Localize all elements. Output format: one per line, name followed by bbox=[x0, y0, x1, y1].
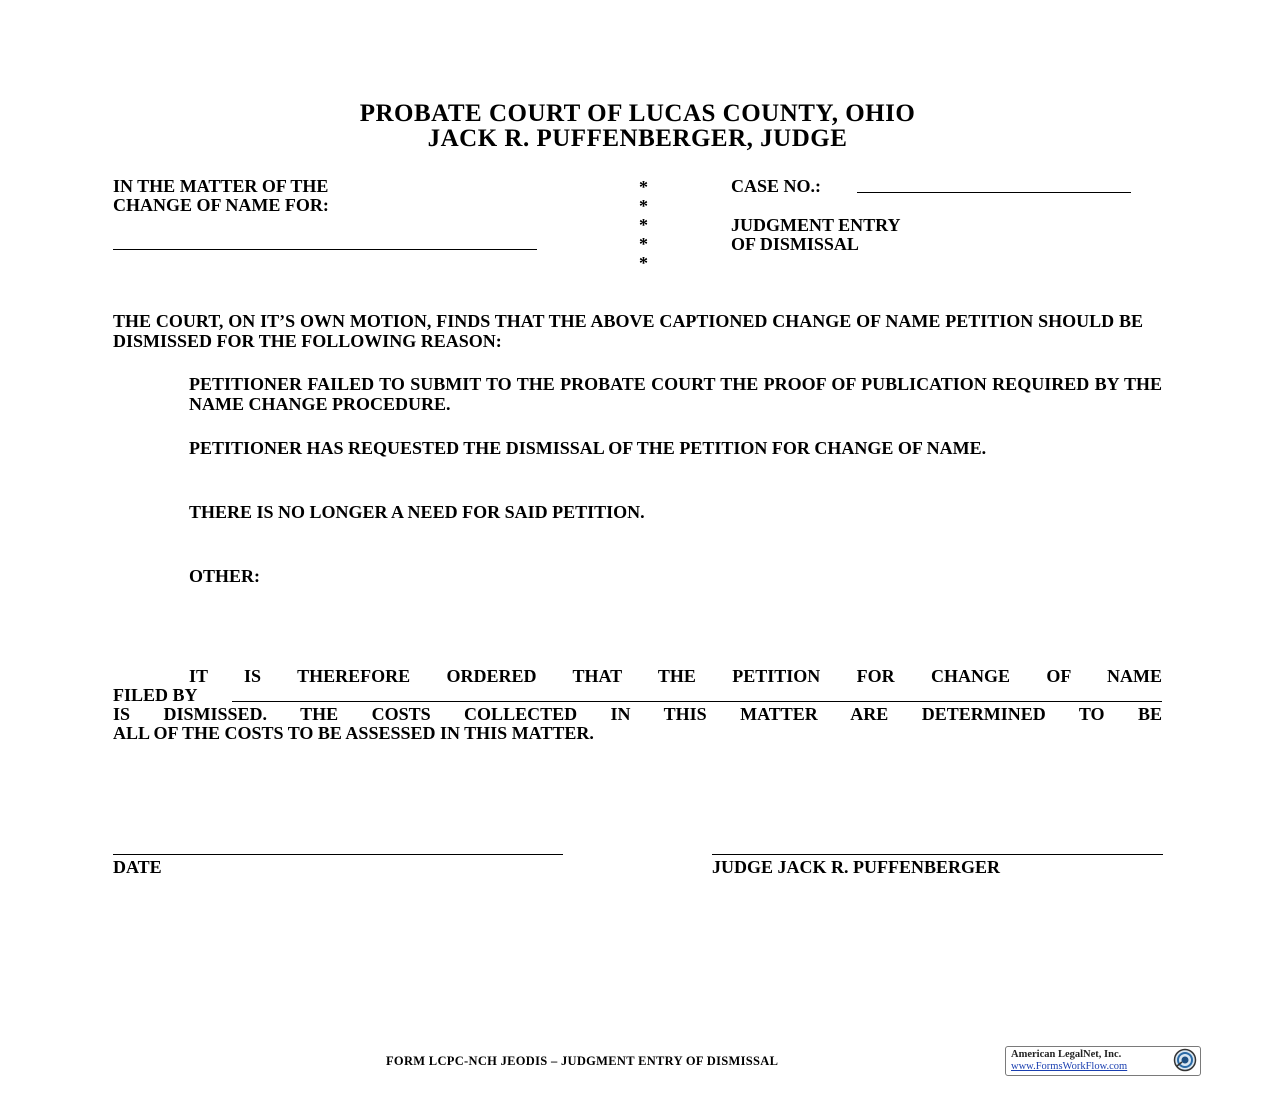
intro-paragraph: THE COURT, ON IT’S OWN MOTION, FINDS THAT THE ABOVE CAPTIONED CHANGE OF NAME PETITION SHOULD BE DISMISSED FOR THE FOLLOWING REASON: bbox=[113, 311, 1143, 351]
filed-by-field[interactable] bbox=[232, 701, 1162, 702]
caption-star: * bbox=[639, 234, 648, 254]
entry-title-line-2: OF DISMISSAL bbox=[731, 234, 859, 254]
form-footer-label: FORM LCPC-NCH JEODIS – JUDGMENT ENTRY OF DISMISSAL bbox=[386, 1054, 779, 1068]
judge-title: JACK R. PUFFENBERGER, JUDGE bbox=[427, 125, 848, 152]
logo-url-link[interactable]: www.FormsWorkFlow.com bbox=[1011, 1061, 1128, 1072]
reason-no-longer-needed: THERE IS NO LONGER A NEED FOR SAID PETITION. bbox=[189, 502, 645, 522]
petitioner-name-field[interactable] bbox=[113, 249, 537, 250]
judge-signature-label: JUDGE JACK R. PUFFENBERGER bbox=[712, 857, 1001, 877]
matter-line-2: CHANGE OF NAME FOR: bbox=[113, 195, 329, 215]
case-no-label: CASE NO.: bbox=[731, 176, 822, 196]
case-no-field[interactable] bbox=[857, 192, 1131, 193]
order-line-4: ALL OF THE COSTS TO BE ASSESSED IN THIS MATTER. bbox=[113, 723, 594, 743]
entry-title-line-1: JUDGMENT ENTRY bbox=[731, 215, 901, 235]
matter-line-1: IN THE MATTER OF THE bbox=[113, 176, 329, 196]
caption-star: * bbox=[639, 196, 648, 216]
date-signature-line[interactable] bbox=[113, 854, 563, 855]
date-label: DATE bbox=[113, 857, 162, 877]
legalnet-logo[interactable] bbox=[1005, 1046, 1201, 1076]
caption-star: * bbox=[639, 215, 648, 235]
court-title: PROBATE COURT OF LUCAS COUNTY, OHIO bbox=[359, 100, 916, 127]
reason-petitioner-request: PETITIONER HAS REQUESTED THE DISMISSAL OF THE PETITION FOR CHANGE OF NAME. bbox=[189, 438, 987, 458]
reason-other-label: OTHER: bbox=[189, 566, 261, 586]
order-line-1: IT IS THEREFORE ORDERED THAT THE PETITION FOR CHANGE OF NAME bbox=[189, 666, 1162, 686]
logo-company-name: American LegalNet, Inc. bbox=[1011, 1049, 1122, 1060]
globe-icon bbox=[1173, 1048, 1197, 1072]
judge-signature-line[interactable] bbox=[712, 854, 1163, 855]
caption-star: * bbox=[639, 253, 648, 273]
caption-star: * bbox=[639, 177, 648, 197]
reason-proof-of-publication: PETITIONER FAILED TO SUBMIT TO THE PROBATE COURT THE PROOF OF PUBLICATION REQUIRED BY THE NAME CHANGE PROCEDURE. bbox=[189, 374, 1162, 414]
filed-by-label: FILED BY bbox=[113, 685, 198, 705]
order-line-3: IS DISMISSED. THE COSTS COLLECTED IN THIS MATTER ARE DETERMINED TO BE bbox=[113, 704, 1162, 724]
